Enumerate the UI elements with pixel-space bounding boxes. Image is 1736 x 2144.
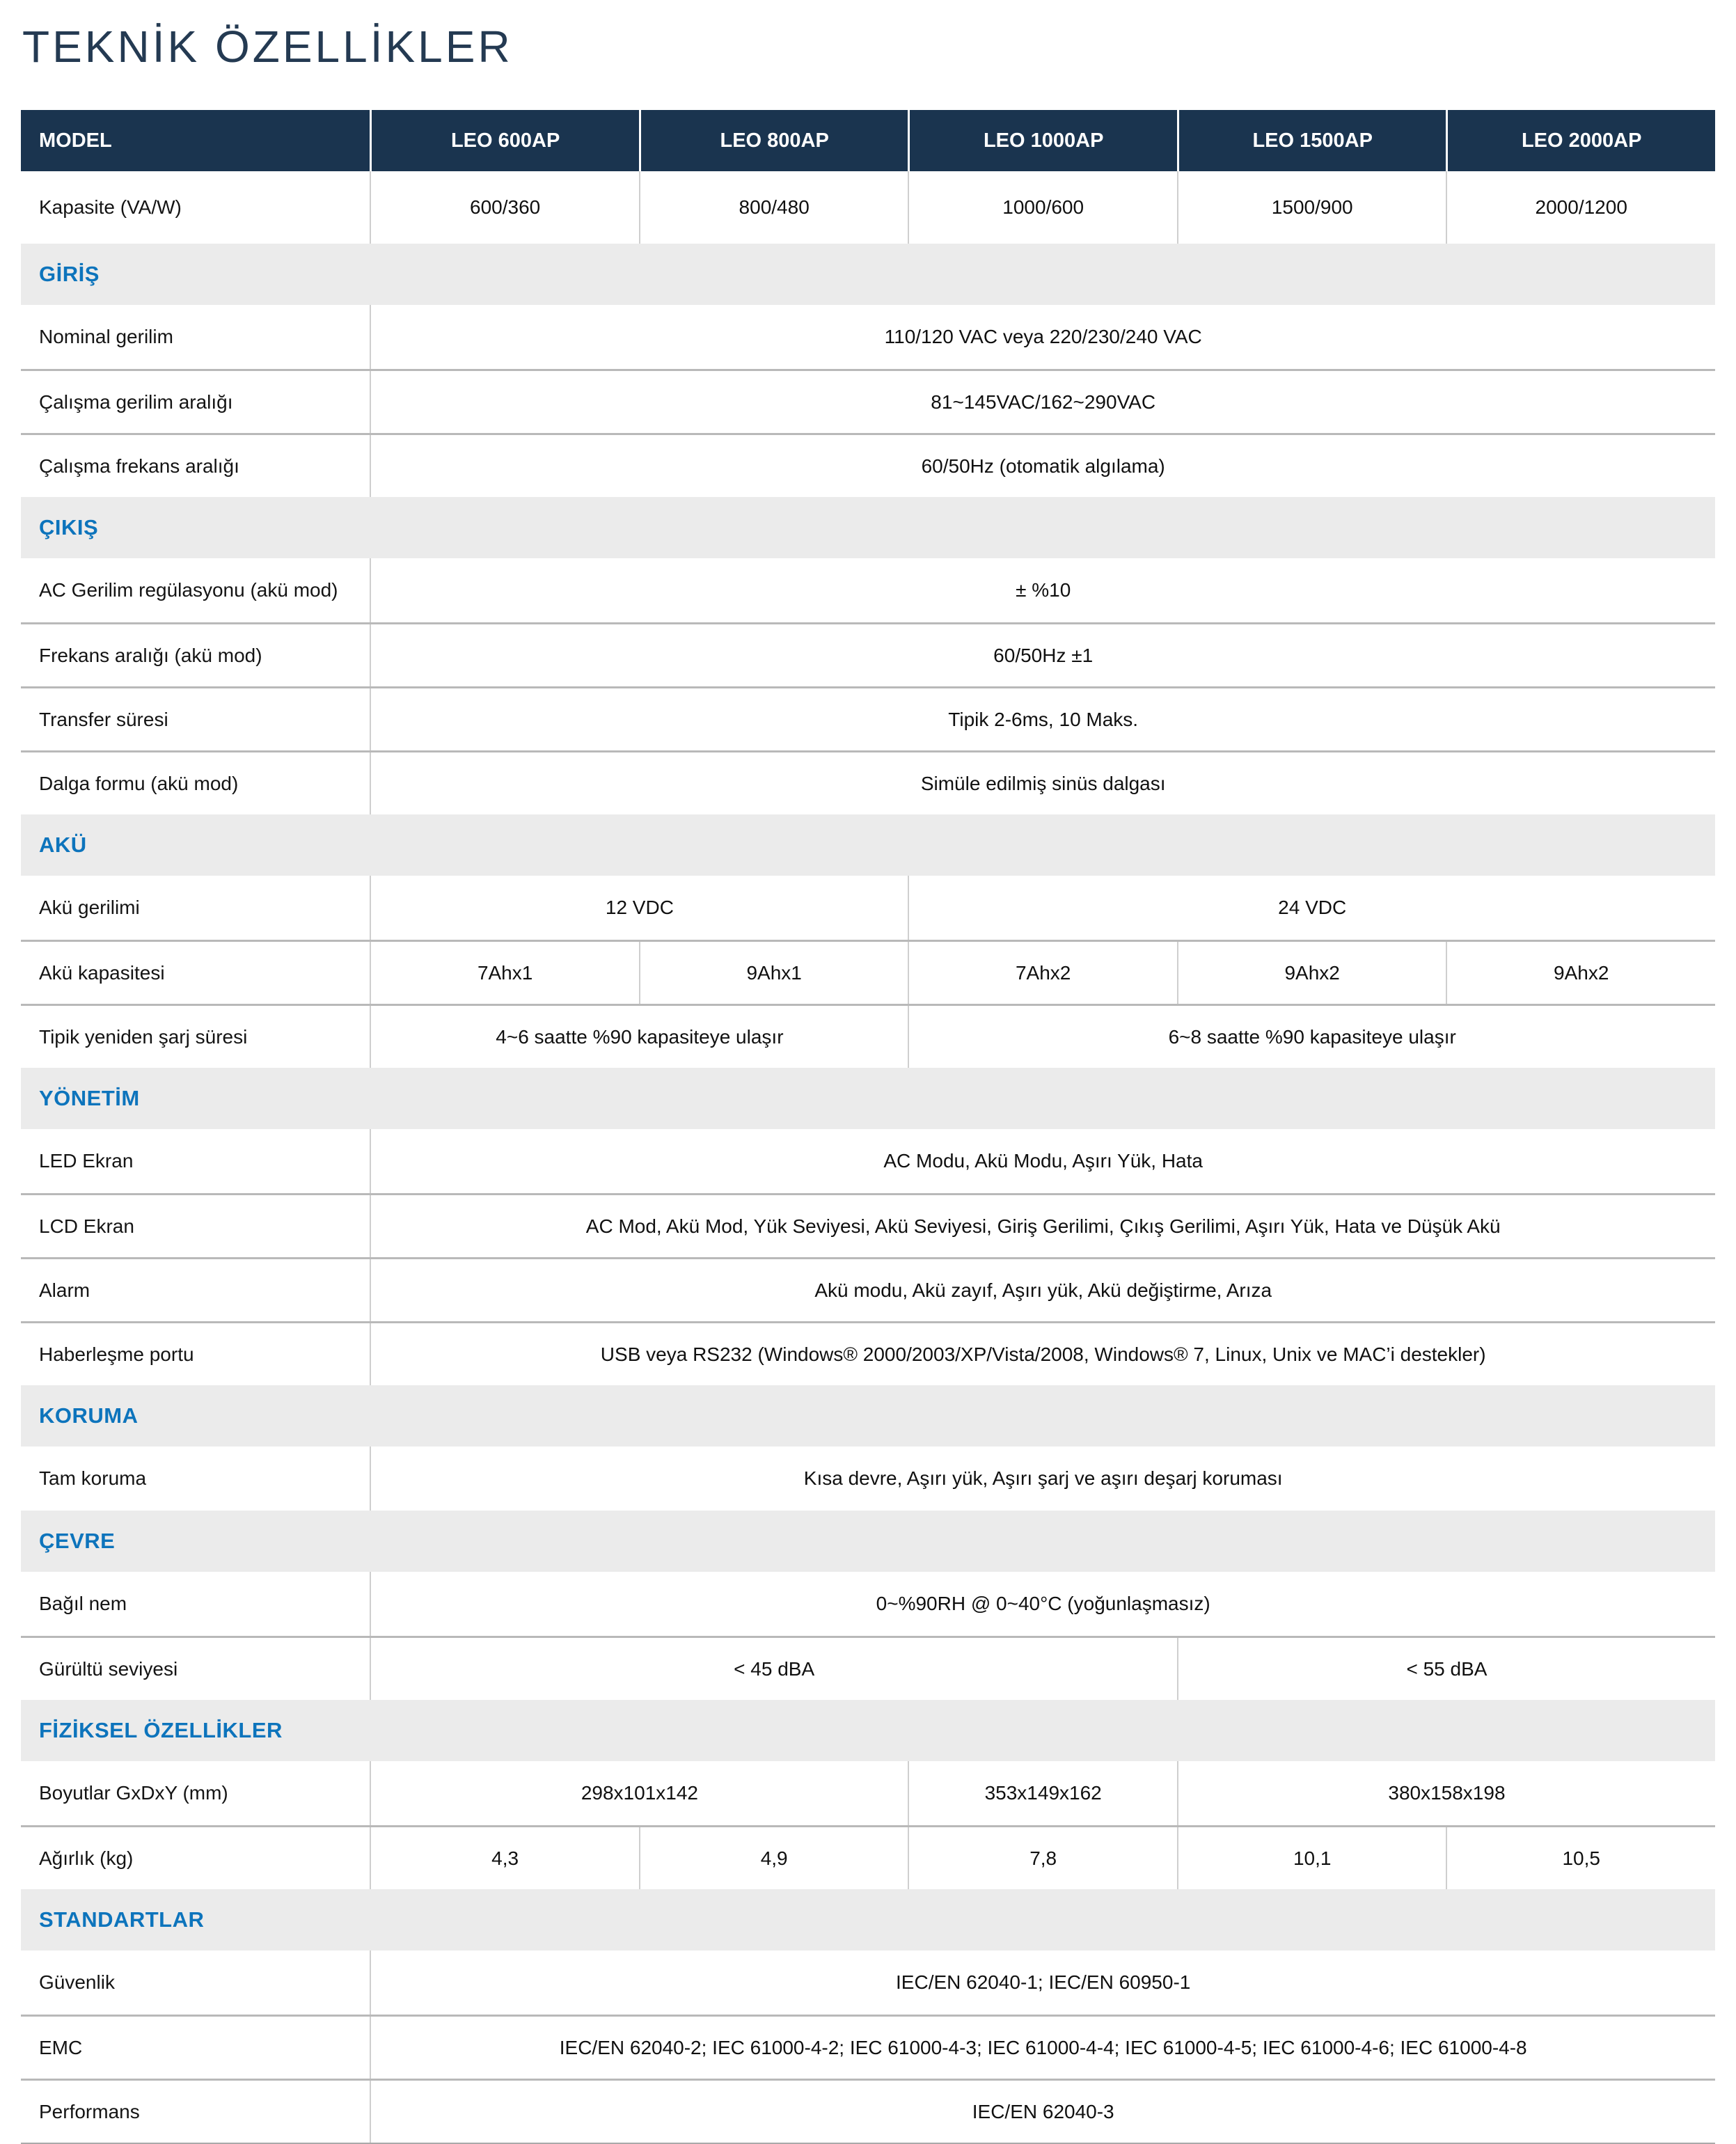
spec-row-value: 7Ahx2 [908, 942, 1177, 1004]
spec-row-label: Kapasite (VA/W) [39, 196, 182, 218]
spec-row-value: 800/480 [639, 171, 908, 244]
spec-row [21, 1129, 1715, 1193]
spec-row-value: IEC/EN 62040-2; IEC 61000-4-2; IEC 61000-4-3; IEC 61000-4-4; IEC 61000-4-5; IEC 61000-4-6; IEC 61000-4-8 [370, 2017, 1715, 2079]
spec-row-label: Bağıl nem [39, 1593, 127, 1614]
spec-row-value: ± %10 [370, 558, 1715, 622]
spec-row-label: Transfer süresi [39, 708, 168, 730]
spec-row-label: Frekans aralığı (akü mod) [39, 644, 262, 666]
spec-row [21, 1447, 1715, 1511]
spec-row-value: 0~%90RH @ 0~40°C (yoğunlaşmasız) [370, 1572, 1715, 1636]
table-header-row [21, 110, 1715, 171]
spec-row-label: Haberleşme portu [39, 1343, 194, 1365]
section-bar: AKÜ [21, 814, 1715, 876]
spec-row-value: 600/360 [370, 171, 639, 244]
spec-row-value: 12 VDC [370, 876, 908, 940]
spec-row-label: Ağırlık (kg) [39, 1847, 134, 1869]
spec-row-value: Akü modu, Akü zayıf, Aşırı yük, Akü değiştirme, Arıza [370, 1259, 1715, 1321]
spec-row-value: 81~145VAC/162~290VAC [370, 371, 1715, 433]
spec-row [21, 1825, 1715, 1889]
spec-row-value: 10,5 [1446, 1827, 1715, 1889]
spec-row-label: Çalışma gerilim aralığı [39, 391, 233, 413]
spec-row-value: 9Ahx1 [639, 942, 908, 1004]
spec-row [21, 2079, 1715, 2143]
spec-row-value: IEC/EN 62040-3 [370, 2081, 1715, 2143]
section-bar: ÇEVRE [21, 1511, 1715, 1572]
spec-row-label: Alarm [39, 1279, 90, 1301]
spec-row-value: 7,8 [908, 1827, 1177, 1889]
spec-row-value: 298x101x142 [370, 1761, 908, 1825]
section-bar: FİZİKSEL ÖZELLİKLER [21, 1700, 1715, 1761]
spec-row-label: Gürültü seviyesi [39, 1657, 178, 1680]
header-model-label: MODEL [39, 129, 112, 152]
header-model-cell: LEO 1000AP [908, 110, 1177, 171]
spec-row-value: 7Ahx1 [370, 942, 639, 1004]
spec-row-value: Kısa devre, Aşırı yük, Aşırı şarj ve aşırı deşarj koruması [370, 1447, 1715, 1511]
spec-row-label: Güvenlik [39, 1971, 115, 1993]
spec-row [21, 1950, 1715, 2015]
spec-row [21, 1572, 1715, 1636]
header-model-cell: LEO 600AP [370, 110, 639, 171]
section-bar: STANDARTLAR [21, 1889, 1715, 1950]
spec-row [21, 433, 1715, 497]
spec-row-value: 6~8 saatte %90 kapasiteye ulaşır [908, 1006, 1715, 1068]
section-bar: YÖNETİM [21, 1068, 1715, 1129]
spec-row [21, 1321, 1715, 1385]
spec-row-value: 2000/1200 [1446, 171, 1715, 244]
spec-row-value: 24 VDC [908, 876, 1715, 940]
spec-row-value: < 45 dBA [370, 1638, 1177, 1700]
spec-row-value: 4,9 [639, 1827, 908, 1889]
spec-row-value: Tipik 2-6ms, 10 Maks. [370, 688, 1715, 750]
spec-row-label: Akü gerilimi [39, 897, 140, 918]
header-model-cell: LEO 1500AP [1177, 110, 1446, 171]
spec-row-value: 10,1 [1177, 1827, 1446, 1889]
spec-row-value: 9Ahx2 [1446, 942, 1715, 1004]
spec-row-value: 1500/900 [1177, 171, 1446, 244]
spec-row-value: IEC/EN 62040-1; IEC/EN 60950-1 [370, 1950, 1715, 2015]
spec-row [21, 686, 1715, 750]
spec-row-value: 60/50Hz (otomatik algılama) [370, 435, 1715, 497]
spec-row-label: Dalga formu (akü mod) [39, 772, 239, 794]
spec-row [21, 558, 1715, 622]
spec-row-value: 353x149x162 [908, 1761, 1177, 1825]
spec-row [21, 171, 1715, 244]
spec-row [21, 940, 1715, 1004]
spec-row-value: AC Mod, Akü Mod, Yük Seviyesi, Akü Seviyesi, Giriş Gerilimi, Çıkış Gerilimi, Aşırı Yük, Hata ve Düşük Akü [370, 1195, 1715, 1257]
section-bar: KORUMA [21, 1385, 1715, 1447]
spec-row-value: < 55 dBA [1177, 1638, 1715, 1700]
spec-row-value: 380x158x198 [1177, 1761, 1715, 1825]
header-model-cell: LEO 800AP [639, 110, 908, 171]
spec-row-label: Performans [39, 2100, 140, 2122]
spec-row-label: Nominal gerilim [39, 326, 173, 347]
spec-row [21, 750, 1715, 814]
spec-row [21, 1193, 1715, 1257]
spec-row-label: LED Ekran [39, 1150, 134, 1172]
spec-row [21, 1004, 1715, 1068]
table-body [21, 171, 1715, 2143]
spec-row-value: 1000/600 [908, 171, 1177, 244]
spec-row-value: 60/50Hz ±1 [370, 624, 1715, 686]
spec-row [21, 1636, 1715, 1700]
spec-row [21, 305, 1715, 369]
page-title: TEKNİK ÖZELLİKLER [22, 22, 513, 72]
spec-row [21, 369, 1715, 433]
section-bar: ÇIKIŞ [21, 497, 1715, 558]
spec-row [21, 1761, 1715, 1825]
spec-row-value: 4,3 [370, 1827, 639, 1889]
spec-row-label: Boyutlar GxDxY (mm) [39, 1782, 228, 1804]
spec-row-value: USB veya RS232 (Windows® 2000/2003/XP/Vista/2008, Windows® 7, Linux, Unix ve MAC’i destekler) [370, 1323, 1715, 1385]
spec-row-label: Tipik yeniden şarj süresi [39, 1025, 248, 1048]
spec-row-label: Akü kapasitesi [39, 961, 165, 984]
spec-row-value: 110/120 VAC veya 220/230/240 VAC [370, 305, 1715, 369]
spec-row-label: Çalışma frekans aralığı [39, 455, 239, 477]
spec-row-value: AC Modu, Akü Modu, Aşırı Yük, Hata [370, 1129, 1715, 1193]
spec-row-value: 4~6 saatte %90 kapasiteye ulaşır [370, 1006, 908, 1068]
spec-row-value: Simüle edilmiş sinüs dalgası [370, 752, 1715, 814]
spec-row [21, 2015, 1715, 2079]
spec-row-label: EMC [39, 2036, 83, 2058]
spec-table [21, 110, 1715, 2144]
spec-row-label: AC Gerilim regülasyonu (akü mod) [39, 579, 338, 601]
section-bar: GİRİŞ [21, 244, 1715, 305]
spec-row [21, 622, 1715, 686]
header-model-cell: LEO 2000AP [1446, 110, 1715, 171]
spec-row-label: LCD Ekran [39, 1215, 134, 1237]
spec-row [21, 1257, 1715, 1321]
spec-row [21, 876, 1715, 940]
spec-row-value: 9Ahx2 [1177, 942, 1446, 1004]
spec-row-label: Tam koruma [39, 1467, 147, 1489]
